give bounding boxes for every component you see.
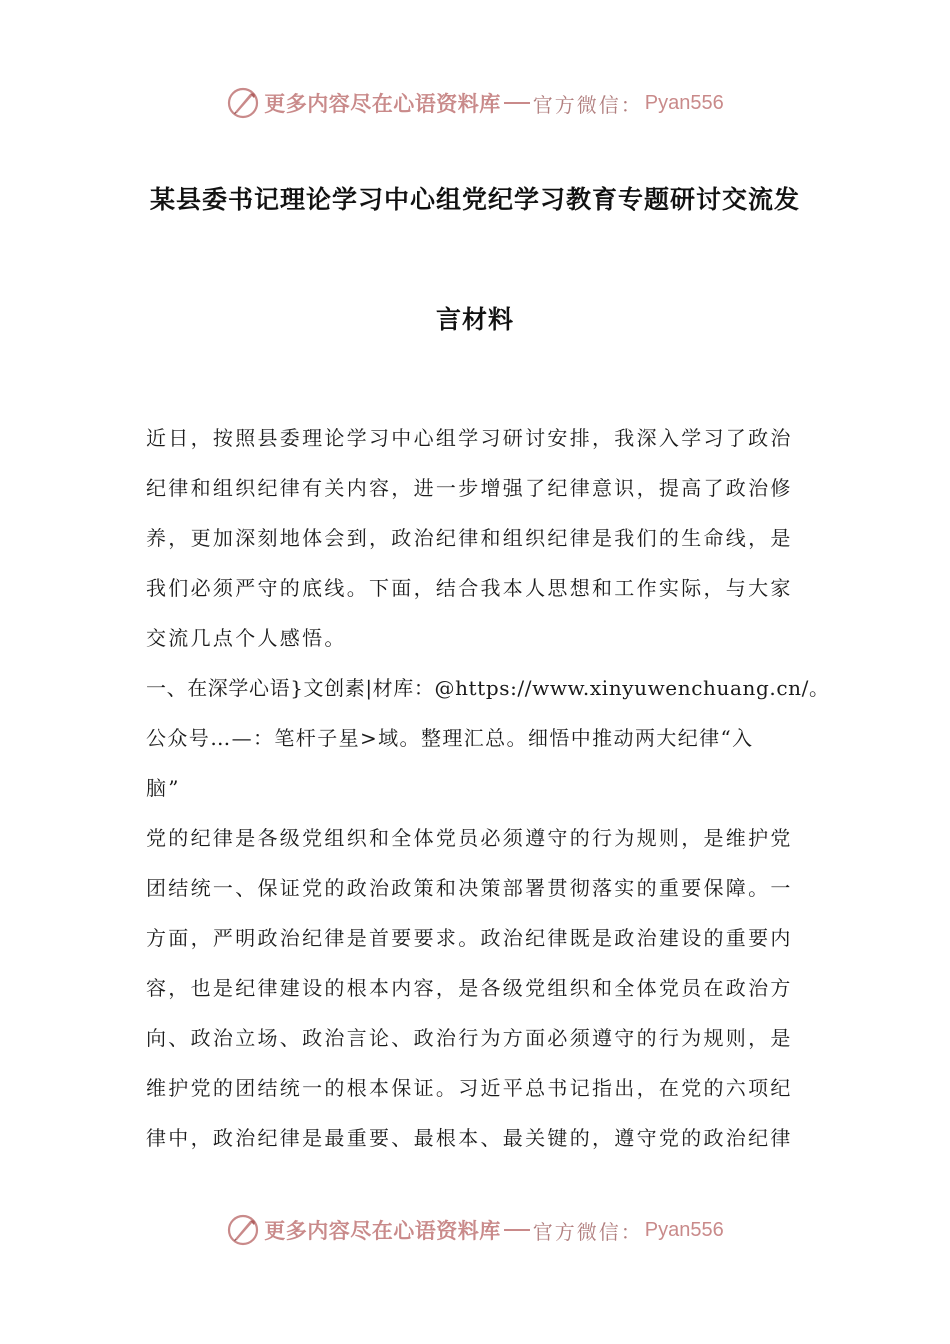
body-line: 容，也是纪律建设的根本内容，是各级党组织和全体党员在政治方 (146, 976, 793, 1000)
banner-wechat-id: Pyan556 (644, 1218, 724, 1241)
banner-wechat-label: 官方微信： (532, 1219, 643, 1244)
document-title-line-1: 某县委书记理论学习中心组党纪学习教育专题研讨交流发 (149, 185, 800, 214)
section-heading-line: 一、在深学心语}文创素|材库：@https://www.xinyuwenchuang.cn/。 (146, 676, 830, 700)
banner-wechat-id: Pyan556 (644, 91, 724, 114)
body-line: 交流几点个人感悟。 (146, 626, 347, 650)
body-line: 近日，按照县委理论学习中心组学习研讨安排，我深入学习了政治 (146, 426, 793, 450)
document-body (146, 413, 830, 1163)
section-heading-line: 公众号…—：笔杆子星>域。整理汇总。细悟中推动两大纪律“入 (146, 726, 754, 750)
quill-logo-icon (226, 86, 260, 120)
body-line: 向、政治立场、政治言论、政治行为方面必须遵守的行为规则，是 (146, 1026, 793, 1050)
body-line: 律中，政治纪律是最重要、最根本、最关键的，遵守党的政治纪律 (146, 1126, 793, 1150)
footer-watermark-banner (0, 1205, 950, 1255)
body-line: 党的纪律是各级党组织和全体党员必须遵守的行为规则，是维护党 (146, 826, 793, 850)
body-line: 方面，严明政治纪律是首要要求。政治纪律既是政治建设的重要内 (146, 926, 793, 950)
header-watermark-banner (0, 78, 950, 128)
body-line: 养，更加深刻地体会到，政治纪律和组织纪律是我们的生命线，是 (146, 526, 793, 550)
section-heading-line: 脑” (146, 776, 181, 800)
banner-text: 更多内容尽在心语资料库 (264, 1218, 501, 1243)
banner-text: 更多内容尽在心语资料库 (264, 91, 501, 116)
body-line: 我们必须严守的底线。下面，结合我本人思想和工作实际，与大家 (146, 576, 793, 600)
banner-dash (504, 1229, 530, 1231)
document-title-line-2: 言材料 (435, 305, 514, 334)
body-line: 团结统一、保证党的政治政策和决策部署贯彻落实的重要保障。一 (146, 876, 793, 900)
banner-wechat-label: 官方微信： (532, 92, 643, 117)
quill-logo-icon (226, 1213, 260, 1247)
body-line: 维护党的团结统一的根本保证。习近平总书记指出，在党的六项纪 (146, 1076, 793, 1100)
body-line: 纪律和组织纪律有关内容，进一步增强了纪律意识，提高了政治修 (146, 476, 793, 500)
banner-dash (504, 102, 530, 104)
